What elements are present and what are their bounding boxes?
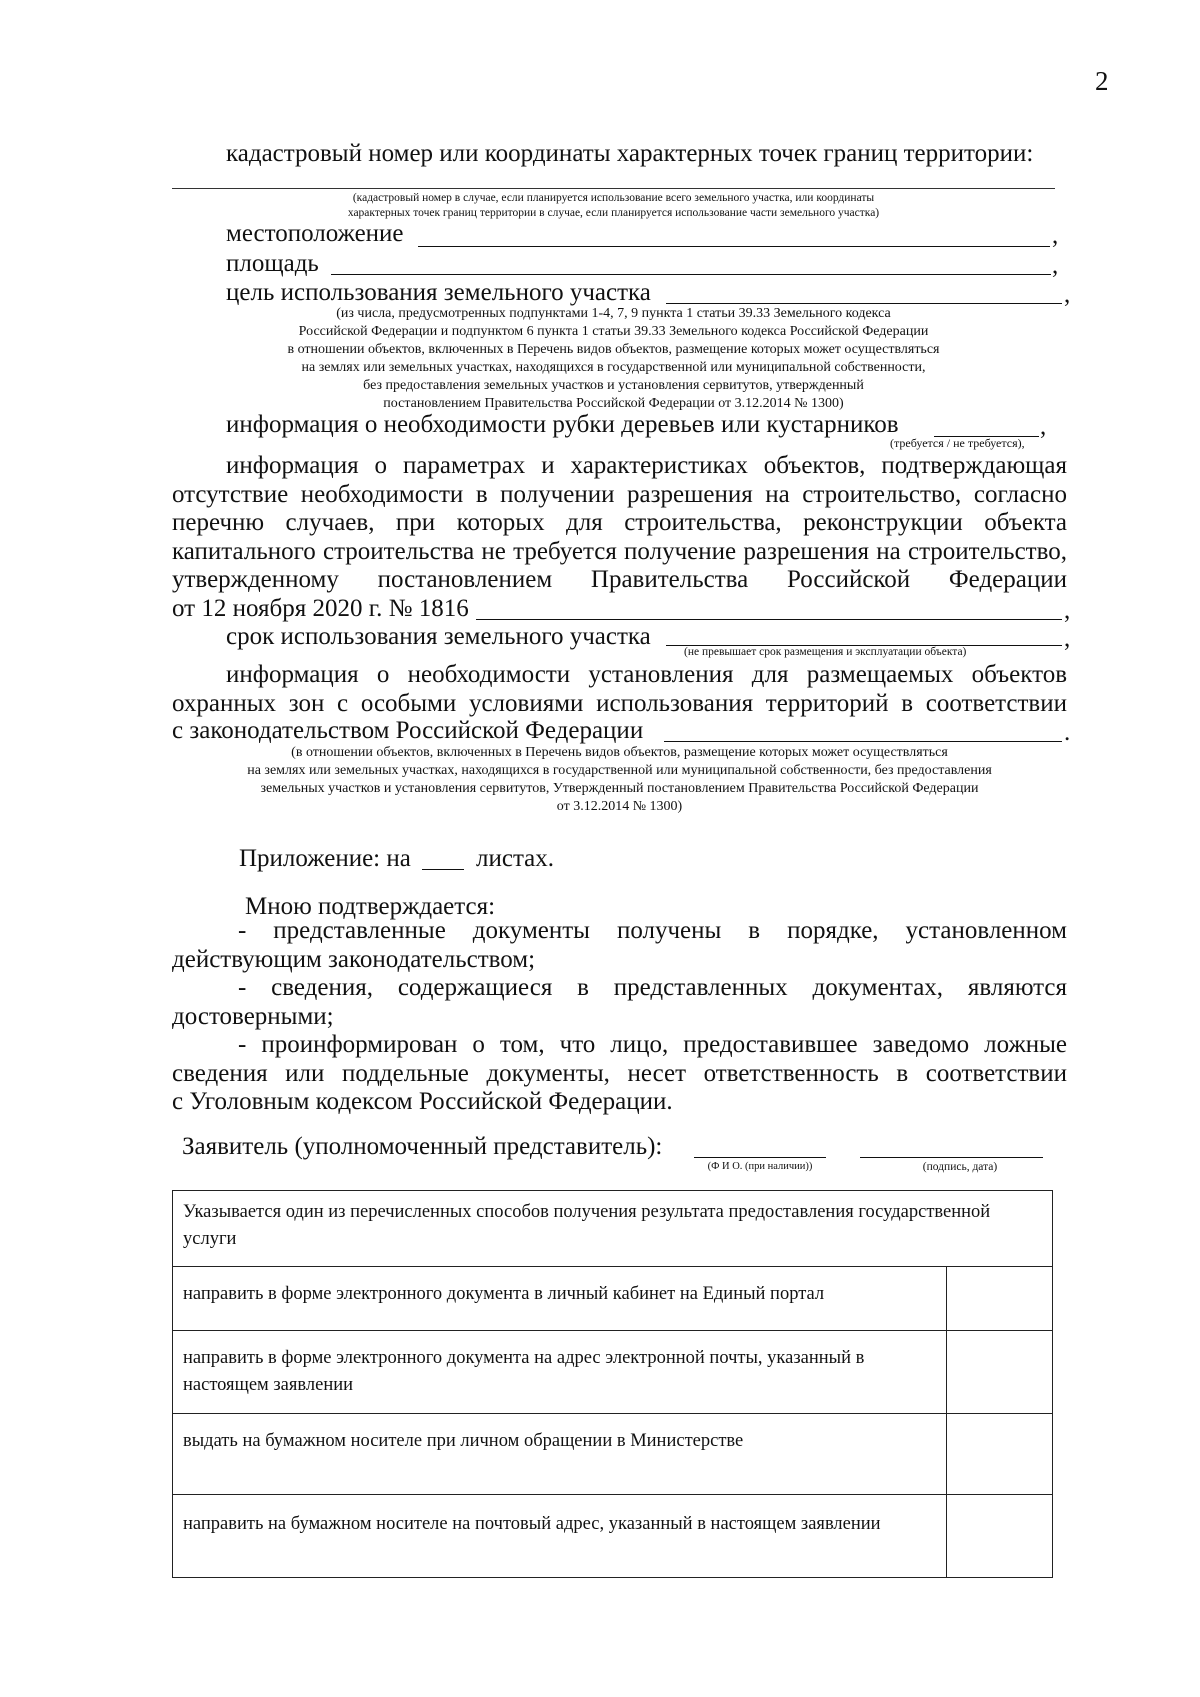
option-checkbox[interactable] <box>947 1414 1053 1495</box>
applicant-label: Заявитель (уполномоченный представитель): <box>182 1133 663 1160</box>
option-checkbox[interactable] <box>947 1495 1053 1578</box>
confirm-line: сведения или поддельные документы, несет ответственность в соответствии <box>172 1059 1067 1087</box>
zones-last-line: с законодательством Российской Федерации <box>172 717 644 744</box>
term-label: срок использования земельного участка <box>226 623 651 650</box>
params-paragraph <box>172 452 1067 595</box>
attachment-suffix: листах. <box>476 845 555 872</box>
purpose-note-line: на землях или земельных участках, находящихся в государственной или муниципальной собственности, <box>301 360 926 375</box>
zones-line: информация о необходимости установления для размещаемых объектов <box>226 661 1067 688</box>
zones-note-line: (в отношении объектов, включенных в Перечень видов объектов, размещение которых может осуществляться <box>291 745 948 760</box>
term-comma: , <box>1064 625 1071 652</box>
table-row <box>173 1267 1053 1331</box>
purpose-input-line[interactable] <box>666 303 1062 304</box>
zones-note <box>172 744 1067 816</box>
purpose-note-line: Российской Федерации и подпунктом 6 пункта 1 статьи 39.33 Земельного кодекса Российской Федерации <box>298 324 929 339</box>
applicant-fio-note: (Ф И О. (при наличии)) <box>707 1161 813 1172</box>
zones-input-line[interactable] <box>664 741 1062 742</box>
params-input-line[interactable] <box>476 619 1062 620</box>
params-line: капитального строительства не требуется получение разрешения на строительство, <box>172 537 1067 565</box>
cadastral-note-line: (кадастровый номер в случае, если планируется использование всего земельного участка, или координаты <box>352 192 875 204</box>
trees-comma: , <box>1040 413 1047 440</box>
confirm-line: действующим законодательством; <box>172 945 536 973</box>
area-label: площадь <box>226 250 319 277</box>
params-line: утвержденному постановлением Правительства Российской Федерации <box>172 566 1067 593</box>
cadastral-field-line[interactable] <box>172 188 1055 189</box>
cadastral-note-line: характерных точек границ территории в случае, если планируется использование части земельного участка) <box>347 207 880 219</box>
confirm-list <box>172 917 1067 1117</box>
zones-note-line: на землях или земельных участках, находящихся в государственной или муниципальной собственности, без предоставления <box>247 763 992 778</box>
params-comma: , <box>1064 597 1071 624</box>
cadastral-note <box>172 191 1055 221</box>
purpose-note-line: (из числа, предусмотренных подпунктами 1-4, 7, 9 пункта 1 статьи 39.33 Земельного кодекса <box>336 306 891 321</box>
purpose-comma: , <box>1064 281 1071 308</box>
params-line: информация о параметрах и характеристиках объектов, подтверждающая <box>226 452 1067 479</box>
purpose-note-line: в отношении объектов, включенных в Перечень видов объектов, размещение которых может осуществляться <box>287 342 940 357</box>
confirm-line: - проинформирован о том, что лицо, предоставившее заведомо ложные <box>238 1031 1067 1058</box>
purpose-note-line: постановлением Правительства Российской Федерации от 3.12.2014 № 1300) <box>383 396 844 411</box>
zones-note-line: от 3.12.2014 № 1300) <box>556 799 683 814</box>
purpose-note-line: без предоставления земельных участков и установления сервитутов, утвержденный <box>363 378 864 393</box>
option-label: направить в форме электронного документа на адрес электронной почты, указанный в настоящем заявлении <box>173 1331 947 1414</box>
result-method-table <box>172 1190 1053 1578</box>
option-label: направить на бумажном носителе на почтовый адрес, указанный в настоящем заявлении <box>173 1495 947 1578</box>
location-input-line[interactable] <box>418 246 1050 247</box>
option-checkbox[interactable] <box>947 1331 1053 1414</box>
params-line: перечню случаев, при которых для строительства, реконструкции объекта <box>172 509 1067 536</box>
confirm-line: - представленные документы получены в порядке, установленном <box>238 917 1067 944</box>
confirm-line: с Уголовным кодексом Российской Федерации. <box>172 1088 673 1115</box>
zones-period: . <box>1064 719 1071 746</box>
area-comma: , <box>1052 252 1059 279</box>
table-row <box>173 1495 1053 1578</box>
attachment-prefix: Приложение: на <box>239 845 411 872</box>
trees-label: информация о необходимости рубки деревьев или кустарников <box>226 411 899 438</box>
trees-note: (требуется / не требуется), <box>890 436 1025 450</box>
attachment-count-line[interactable] <box>422 869 464 870</box>
table-header-row <box>173 1191 1053 1267</box>
purpose-label: цель использования земельного участка <box>226 279 651 306</box>
area-input-line[interactable] <box>331 274 1051 275</box>
applicant-signature-line[interactable] <box>860 1157 1043 1158</box>
purpose-note <box>172 305 1055 413</box>
table-row <box>173 1331 1053 1414</box>
location-comma: , <box>1052 222 1059 249</box>
applicant-fio-line[interactable] <box>694 1157 826 1158</box>
option-label: выдать на бумажном носителе при личном обращении в Министерстве <box>173 1414 947 1495</box>
location-label: местоположение <box>226 220 404 247</box>
confirm-heading: Мною подтверждается: <box>245 893 496 920</box>
table-row <box>173 1414 1053 1495</box>
zones-note-line: земельных участков и установления сервитутов, Утвержденный постановлением Правительства Российской Федерации <box>260 781 979 796</box>
confirm-line: достоверными; <box>172 1002 334 1030</box>
applicant-sign-note: (подпись, дата) <box>922 1161 998 1173</box>
cadastral-heading: кадастровый номер или координаты характерных точек границ территории: <box>226 140 1034 167</box>
table-header: Указывается один из перечисленных способов получения результата предоставления государственной услуги <box>173 1191 1053 1267</box>
term-note: (не превышает срок размещения и эксплуатации объекта) <box>684 646 967 658</box>
confirm-line: - сведения, содержащиеся в представленных документах, являются <box>238 974 1067 1001</box>
params-decree: от 12 ноября 2020 г. № 1816 <box>172 595 469 622</box>
option-checkbox[interactable] <box>947 1267 1053 1331</box>
params-line: отсутствие необходимости в получении разрешения на строительство, согласно <box>172 480 1067 508</box>
zones-line: охранных зон с особыми условиями использования территорий в соответствии <box>172 689 1067 717</box>
zones-paragraph <box>172 661 1067 718</box>
page-number: 2 <box>1095 66 1109 96</box>
option-label: направить в форме электронного документа в личный кабинет на Единый портал <box>173 1267 947 1331</box>
